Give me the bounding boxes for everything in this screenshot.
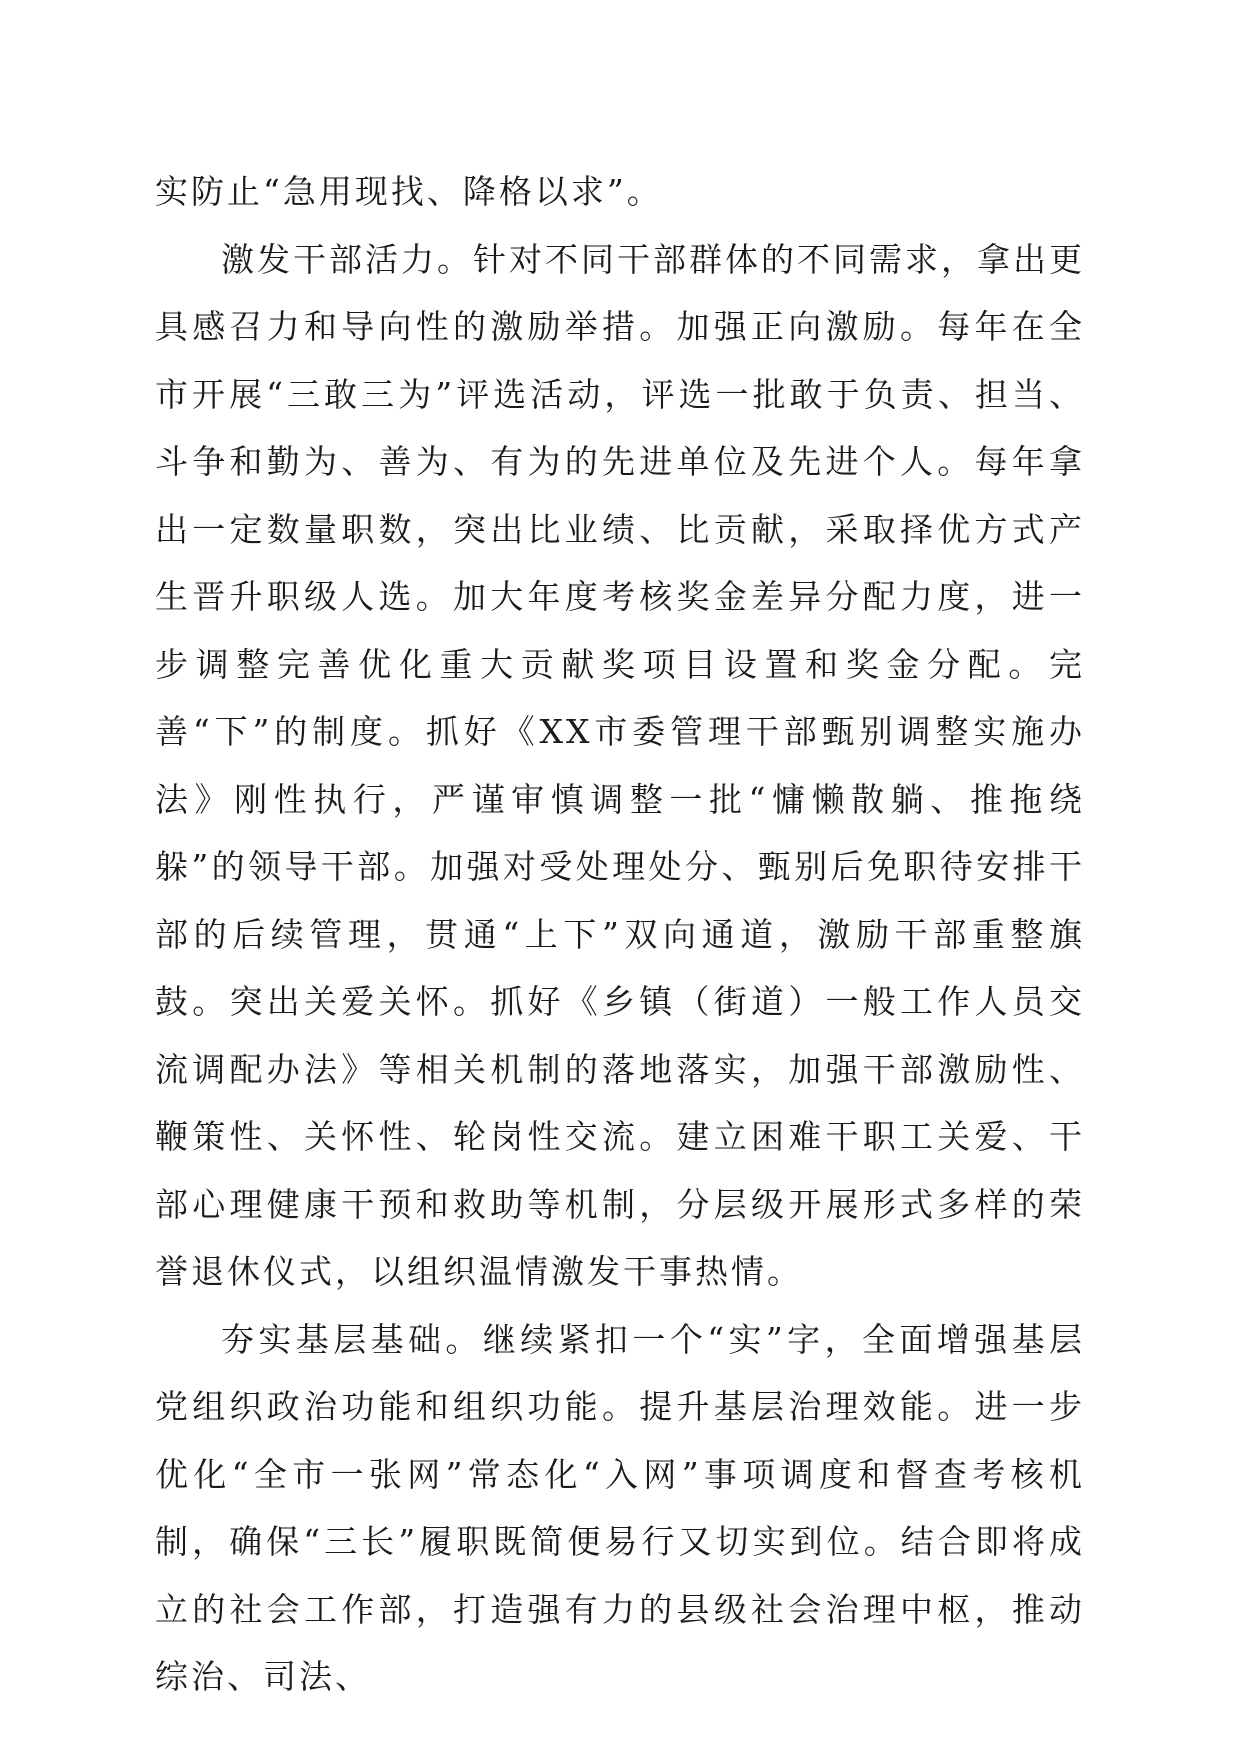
- paragraph-grassroots-foundation: 夯实基层基础。继续紧扣一个“实”字，全面增强基层党组织政治功能和组织功能。提升基层治理效能。进一步优化“全市一张网”常态化“入网”事项调度和督查考核机制，确保“三长”履职既简便易行又切实到位。结合即将成立的社会工作部，打造强有力的县级社会治理中枢，推动综治、司法、: [155, 1319, 1085, 1696]
- document-body: [155, 158, 1085, 1711]
- paragraph-continuation: 实防止“急用现找、降格以求”。: [155, 172, 663, 211]
- paragraph-cadre-vitality: 激发干部活力。针对不同干部群体的不同需求，拿出更具感召力和导向性的激励举措。加强正向激励。每年在全市开展“三敢三为”评选活动，评选一批敢于负责、担当、斗争和勤为、善为、有为的先进单位及先进个人。每年拿出一定数量职数，突出比业绩、比贡献，采取择优方式产生晋升职级人选。加大年度考核奖金差异分配力度，进一步调整完善优化重大贡献奖项目设置和奖金分配。完善“下”的制度。抓好《XX市委管理干部甄别调整实施办法》刚性执行，严谨审慎调整一批“慵懒散躺、推拖绕躲”的领导干部。加强对受处理处分、甄别后免职待安排干部的后续管理，贯通“上下”双向通道，激励干部重整旗鼓。突出关爱关怀。抓好《乡镇（街道）一般工作人员交流调配办法》等相关机制的落地落实，加强干部激励性、鞭策性、关怀性、轮岗性交流。建立困难干职工关爱、干部心理健康干预和救助等机制，分层级开展形式多样的荣誉退休仪式，以组织温情激发干事热情。: [155, 239, 1085, 1291]
